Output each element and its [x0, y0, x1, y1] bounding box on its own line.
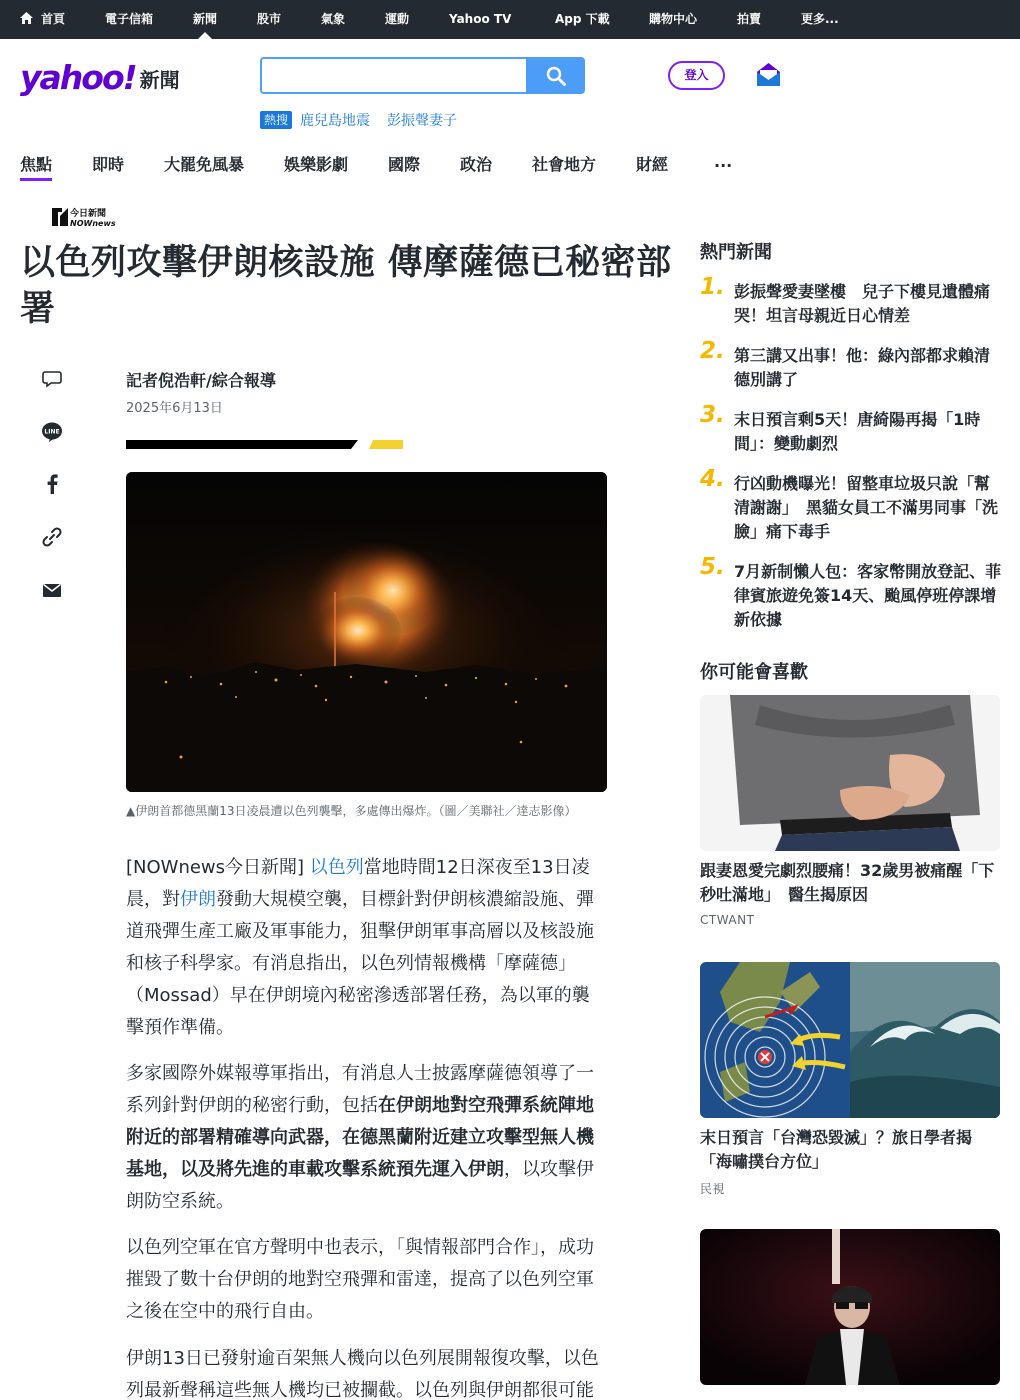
- hot-searches: [260, 110, 474, 130]
- email-share-button[interactable]: [40, 578, 64, 602]
- hot-news-link[interactable]: 第三講又出事！他：綠內部都求賴清德別講了: [734, 346, 991, 389]
- hot-news-link[interactable]: 7月新制懶人包：客家幣開放登記、菲律賓旅遊免簽14天、颱風停班停課增新依據: [734, 562, 1002, 629]
- comment-icon: [42, 370, 62, 388]
- concert-singer-photo: [700, 1229, 1000, 1385]
- keyword-link-israel[interactable]: 以色列: [309, 857, 364, 878]
- rank-number: 4.: [700, 466, 725, 492]
- tab-politics[interactable]: 政治: [460, 155, 493, 174]
- rank-number: 1.: [700, 274, 725, 300]
- tab-more[interactable]: ...: [714, 152, 733, 171]
- hot-news-link[interactable]: 彭振聲愛妻墜樓 兒子下樓見遺體痛哭！坦言母親近日心情差: [734, 282, 991, 325]
- hot-search-badge: 熱搜: [260, 111, 292, 129]
- line-share-button[interactable]: [40, 420, 64, 444]
- article-paragraph: [126, 852, 606, 1044]
- image-caption: ▲伊朗首都德黑蘭13日凌晨遭以色列襲擊，多處傳出爆炸。（圖／美聯社／達志影像）: [126, 804, 577, 818]
- tab-recall[interactable]: 大罷免風暴: [164, 155, 245, 174]
- svg-text:NOWnews: NOWnews: [70, 219, 116, 228]
- topnav-yahoo-tv[interactable]: Yahoo TV: [449, 12, 512, 26]
- paragraph-text: 多家國際外媒報導軍指出，有消息人士披露摩薩德領導了一系列針對伊朗的秘密行動，包括: [126, 1063, 594, 1116]
- search-input[interactable]: [260, 57, 526, 94]
- hot-search-link[interactable]: 彭振聲妻子: [387, 113, 458, 129]
- topnav-home-label: 首頁: [41, 12, 66, 26]
- yahoo-wordmark: yahoo!: [20, 58, 136, 97]
- article-byline: 記者倪浩軒/綜合報導: [126, 371, 276, 390]
- search-button[interactable]: [526, 57, 585, 94]
- tab-entertainment[interactable]: 娛樂影劇: [284, 155, 349, 174]
- login-button[interactable]: 登入: [668, 61, 725, 90]
- topnav-stocks[interactable]: 股市: [257, 12, 282, 26]
- recommended-link[interactable]: 跟妻恩愛完劇烈腰痛！32歲男被痛醒「下秒吐滿地」 醫生揭原因: [700, 861, 995, 904]
- rank-number: 5.: [700, 554, 725, 580]
- article-headline: 以色列攻擊伊朗核設施 傳摩薩德已秘密部署: [20, 243, 672, 329]
- decorative-yellow-bar: [369, 440, 403, 449]
- link-icon: [41, 526, 63, 548]
- topnav-mail[interactable]: 電子信箱: [105, 12, 154, 26]
- topnav-sports[interactable]: 運動: [385, 12, 410, 26]
- tab-international[interactable]: 國際: [388, 155, 421, 174]
- topnav-auction[interactable]: 拍賣: [737, 12, 762, 26]
- paragraph-text: [NOWnews今日新聞]: [126, 857, 310, 878]
- copy-link-button[interactable]: [40, 525, 64, 549]
- search-icon: [546, 66, 566, 86]
- stomach-pain-photo: [700, 695, 1000, 851]
- hot-news-link[interactable]: 行凶動機曝光！留整車垃圾只說「幫清謝謝」 黑貓女員工不滿男同事「洗臉」痛下毒手: [734, 474, 999, 541]
- nownews-source-logo: [52, 206, 122, 228]
- recommended-source: 民視: [700, 1182, 726, 1196]
- topnav-news[interactable]: 新聞: [193, 0, 217, 39]
- facebook-icon: [46, 474, 58, 494]
- article-paragraph: [126, 1058, 606, 1218]
- facebook-share-button[interactable]: [40, 472, 64, 496]
- paragraph-text: 發動大規模空襲，目標針對伊朗核濃縮設施、彈道飛彈生產工廠及軍事能力，狙擊伊朗軍事高層以及核設施和核子科學家。有消息指出，以色列情報機構「摩薩德」（Mossad）早在伊朗境內秘密滲透部署任務，為以軍的襲擊預作準備。: [126, 889, 594, 1038]
- decorative-black-bar: [126, 440, 358, 449]
- rank-number: 2.: [700, 338, 725, 364]
- article-paragraph: 伊朗13日已發射逾百架無人機向以色列展開報復攻擊，以色列最新聲稱這些無人機均已被攔截。以色列與伊朗都很可能: [126, 1348, 599, 1400]
- envelope-icon: [42, 583, 62, 598]
- paragraph-text: ，以攻擊伊朗防空系統。: [126, 1159, 594, 1212]
- tab-finance[interactable]: 財經: [636, 155, 669, 174]
- home-icon: [20, 12, 33, 24]
- recommended-title: 你可能會喜歡: [700, 662, 808, 683]
- recommended-link[interactable]: 末日預言「台灣恐毀滅」？旅日學者揭「海嘯撲台方位」: [700, 1128, 973, 1171]
- comment-share-button[interactable]: [40, 367, 64, 391]
- topnav-home[interactable]: [20, 0, 65, 39]
- logo-news-label: 新聞: [139, 68, 180, 92]
- paragraph-bold-text: 在伊朗地對空飛彈系統陣地附近的部署精確導向武器，在德黑蘭附近建立攻擊型無人機基地，以及將先進的車載攻擊系統預先運入伊朗: [126, 1095, 594, 1180]
- paragraph-text: 當地時間12日深夜至13日凌晨，對: [126, 857, 590, 910]
- article-hero-image[interactable]: [126, 472, 607, 792]
- typhoon-map-and-wave-photo: [700, 962, 1000, 1118]
- rank-number: 3.: [700, 402, 725, 428]
- recommended-thumbnail[interactable]: [700, 695, 1000, 851]
- recommended-source: CTWANT: [700, 913, 755, 927]
- line-icon: [41, 421, 63, 443]
- topnav-app-download[interactable]: App 下載: [555, 12, 610, 26]
- keyword-link-iran[interactable]: 伊朗: [180, 889, 216, 910]
- recommended-thumbnail[interactable]: [700, 962, 1000, 1118]
- tab-focus[interactable]: 焦點: [20, 152, 52, 182]
- topnav-weather[interactable]: 氣象: [321, 12, 346, 26]
- topnav-more[interactable]: 更多...: [801, 12, 839, 26]
- hot-news-link[interactable]: 末日預言剩5天！唐綺陽再揭「1時間」：變動劇烈: [734, 410, 981, 453]
- hot-search-link[interactable]: 鹿兒島地震: [300, 113, 371, 129]
- svg-text:今日新聞: 今日新聞: [70, 209, 107, 219]
- top-navigation-bar: [0, 0, 1020, 39]
- svg-text:LINE: LINE: [44, 428, 60, 436]
- topnav-shopping[interactable]: 購物中心: [649, 12, 698, 26]
- mail-icon[interactable]: [756, 62, 781, 87]
- article-date: 2025年6月13日: [126, 401, 223, 416]
- explosion-night-photo: [126, 472, 607, 792]
- hot-news-title: 熱門新聞: [700, 242, 772, 263]
- yahoo-news-logo[interactable]: [20, 60, 180, 96]
- article-paragraph: 以色列空軍在官方聲明中也表示，「與情報部門合作」，成功摧毀了數十台伊朗的地對空飛彈和雷達，提高了以色列空軍之後在空中的飛行自由。: [126, 1237, 594, 1322]
- recommended-thumbnail[interactable]: [700, 1229, 1000, 1385]
- tab-realtime[interactable]: 即時: [92, 155, 125, 174]
- tab-society[interactable]: 社會地方: [532, 155, 597, 174]
